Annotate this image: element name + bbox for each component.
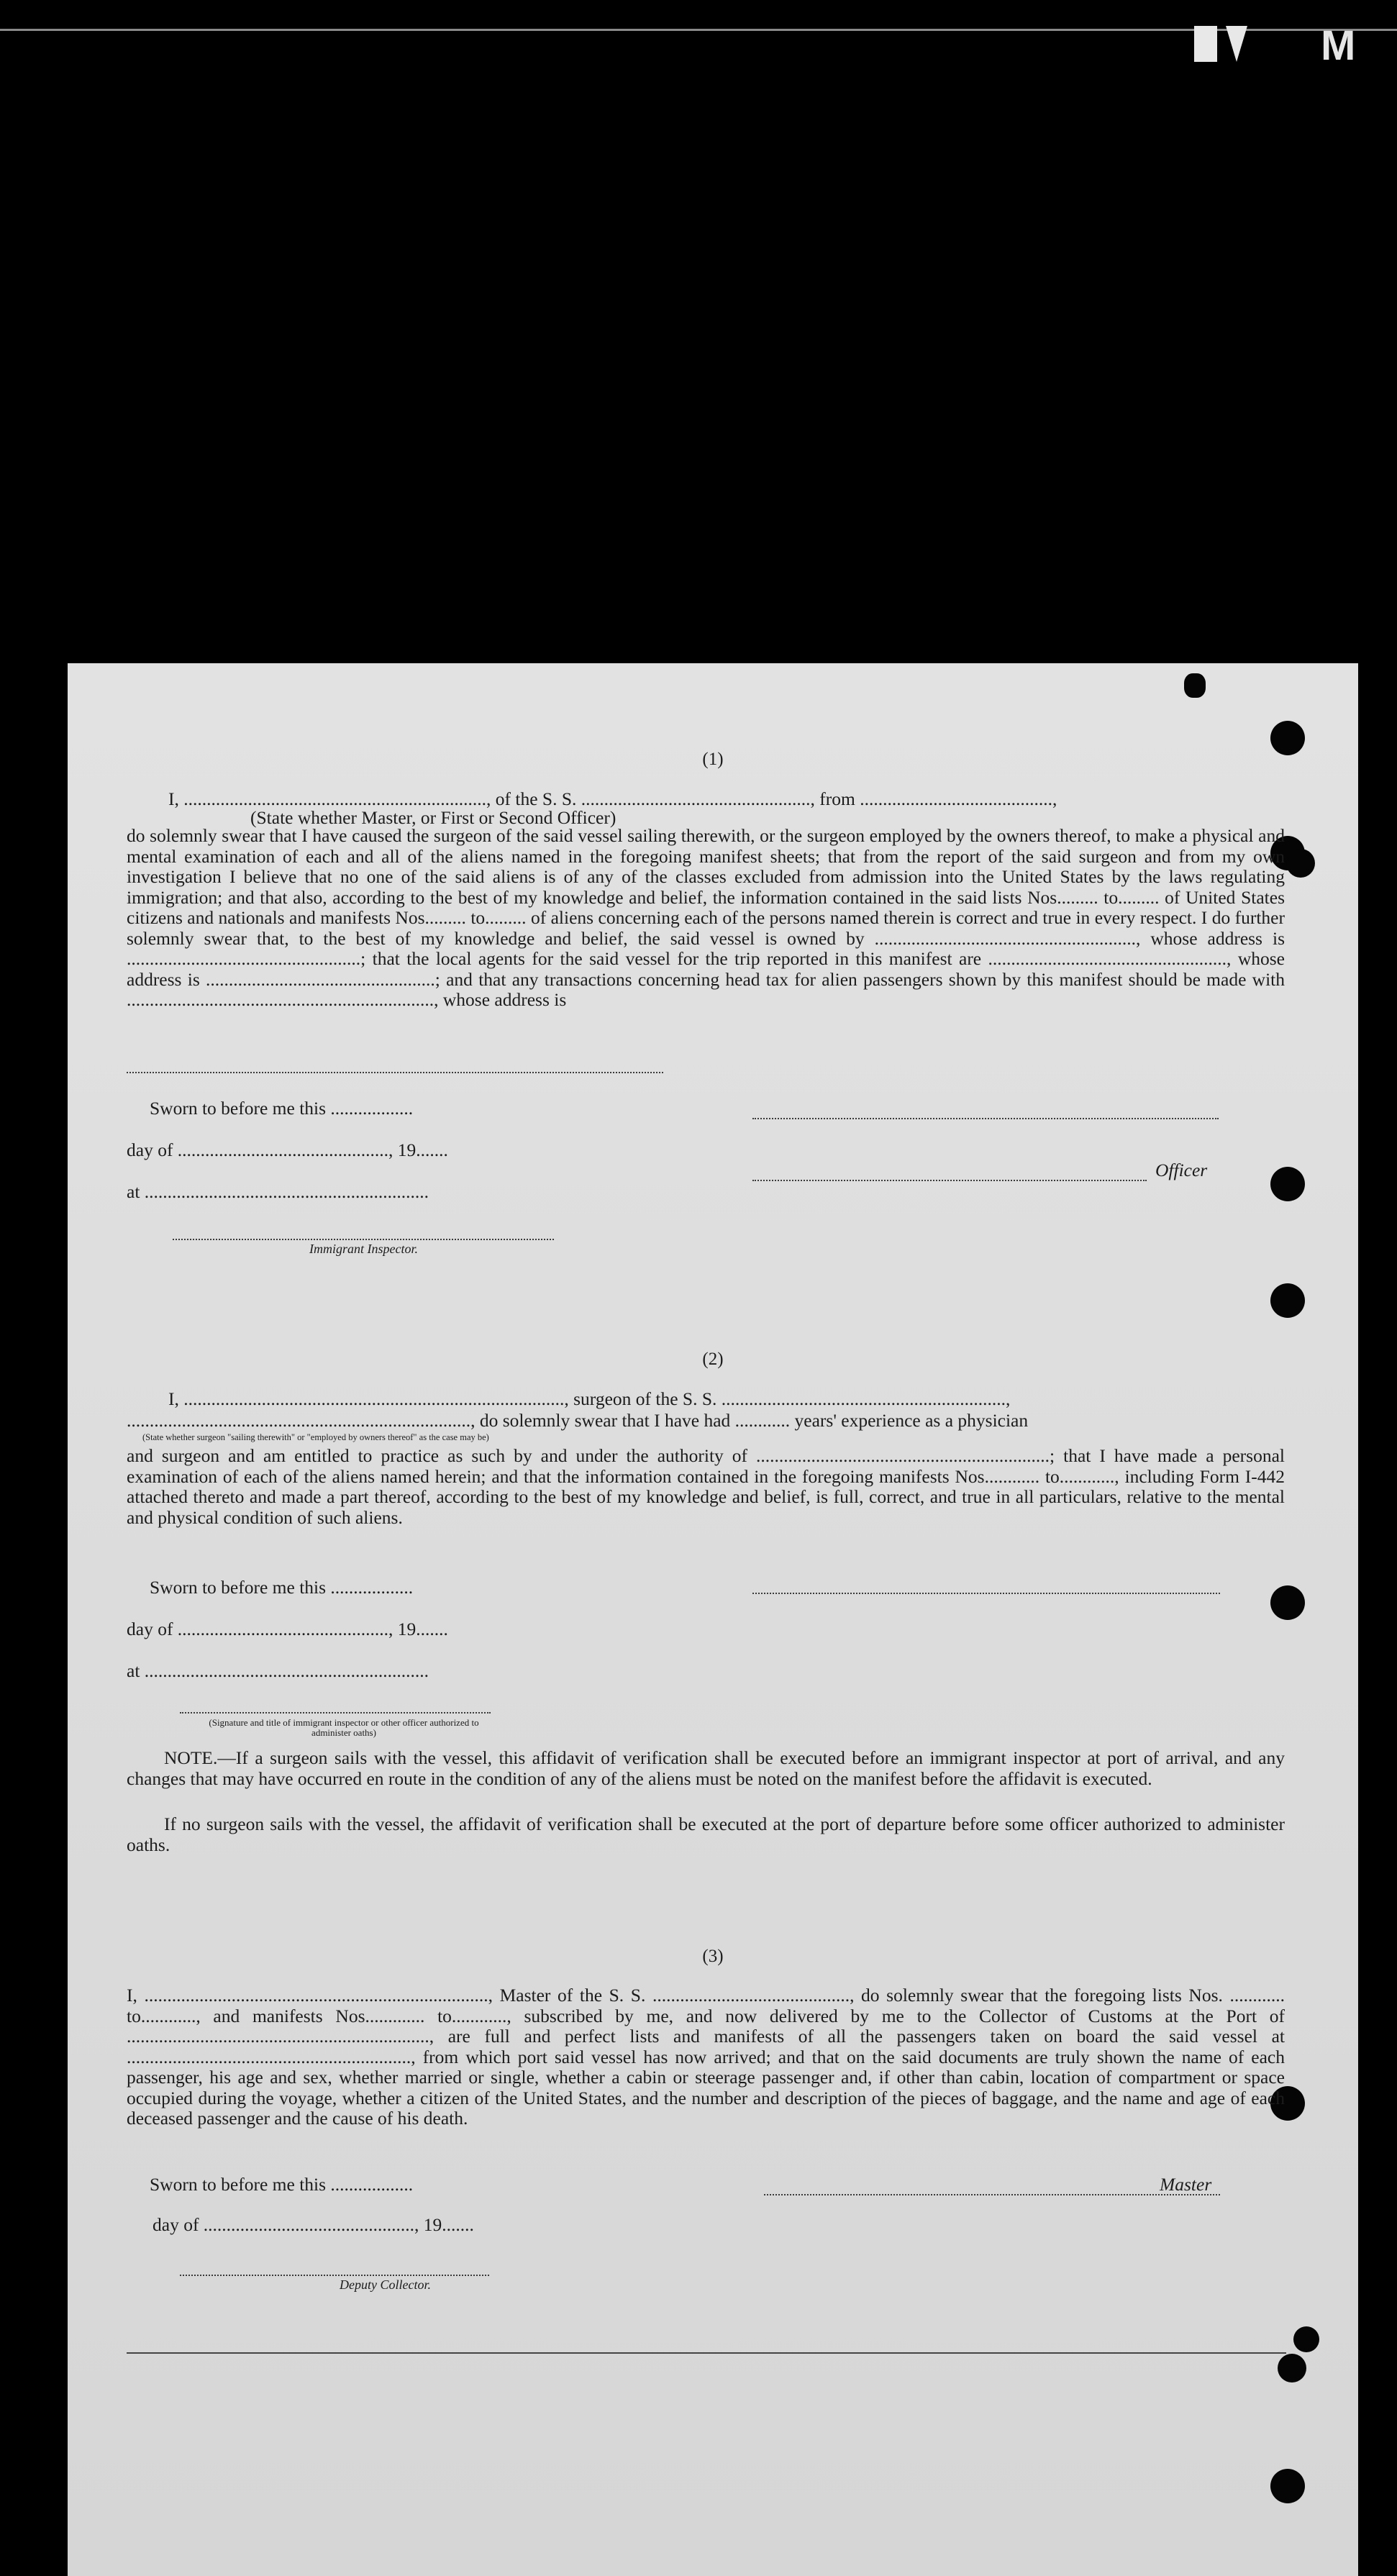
punch-hole [1270,2469,1305,2503]
section-3-sworn: Sworn to before me this .................. [150,2174,414,2195]
corner-mark-letter: M [1319,22,1355,69]
section-2-second-line: ..........................................................................., do solemnly swear that I have had ............ years' experience as a physician [127,1410,1029,1431]
punch-hole [1270,1167,1305,1201]
collector-signature-line [180,2275,489,2276]
section-3-number: (3) [702,1947,724,1966]
manifest-page [68,663,1358,2576]
signature-line [752,1593,1220,1594]
bottom-rule [127,2352,1286,2354]
corner-block-mid [1226,26,1247,62]
inspector-signature-line [180,1712,491,1713]
section-3-oath-text: I, ..........................................................................., Master of the S. S. ..........................................., do solemnly swear that the foregoing lists Nos. ............ to............, and manifests Nos............. to............, subscribed by me, and now delivered by me to the Collector of Customs at the Port of .................................................................., are full and perfect lists and manifests of all the passengers taken on board the said vessel at .............................................................., from which port said vessel has now arrived; and that on the said documents are truly shown the name of each passenger, his age and sex, whether married or single, whether a cabin or steerage passenger and, if other than cabin, location of compartment or space occupied during the voyage, whether a citizen of the United States, and the number and description of the pieces of baggage, and the name and age of each deceased passenger and the cause of his death. [127,1985,1285,2129]
section-1-caption: (State whether Master, or First or Second Officer) [250,807,616,828]
punch-hole [1278,2354,1306,2382]
section-2-number: (2) [702,1350,724,1369]
section-2-signature-caption: (Signature and title of immigrant inspector or other officer authorized to administer oaths) [209,1717,479,1738]
officer-signature-line [752,1180,1147,1181]
section-1-first-line: I, .................................................................., of the S. S. .................................................., from .........................................., [168,788,1057,809]
section-2-oath-text: and surgeon and am entitled to practice as such by and under the authority of ................................................................; that I have made a personal examination of each of the aliens named herein; and that the information contained in the foregoing manifests Nos............ to............, including Form I-442 attached thereto and made a part thereof, according to the best of my knowledge and belief, is full, correct, and true in all particulars, relative to the mental and physical condition of such aliens. [127,1445,1285,1528]
section-2-day: day of .............................................., 19....... [127,1619,448,1639]
master-signature-line [764,2194,1220,2195]
section-3-master-label: Master [1160,2174,1212,2195]
inspector-signature-line [173,1239,554,1240]
section-2-note: NOTE.—If a surgeon sails with the vessel, this affidavit of verification shall be executed before an immigrant inspector at port of arrival, and any changes that may have occurred en route in the condition of any of the aliens must be noted on the manifest before the affidavit is executed. [127,1747,1285,1789]
corner-block-left [1194,26,1217,62]
section-1-at: at .............................................................. [127,1181,429,1202]
section-1-inspector-label: Immigrant Inspector. [309,1242,418,1256]
corner-notch [1184,673,1206,698]
section-1-officer-label: Officer [1155,1160,1208,1180]
section-2-first-line: I, ..................................................................................., surgeon of the S. S. .............................................................., [168,1388,1011,1409]
section-2-caption: (State whether surgeon "sailing therewith" or "employed by owners thereof" as the case may be) [142,1432,489,1442]
section-2-note-continued: If no surgeon sails with the vessel, the affidavit of verification shall be executed at the port of departure before some officer authorized to administer oaths. [127,1813,1285,1855]
signature-line [752,1118,1219,1119]
section-2-at: at .............................................................. [127,1660,429,1681]
punch-hole [1270,1585,1305,1620]
address-line [127,1072,663,1073]
top-edge-line [0,29,1397,31]
section-3-collector-label: Deputy Collector. [340,2277,431,2292]
section-1-number: (1) [702,750,724,769]
section-2-sworn: Sworn to before me this .................. [150,1577,414,1598]
section-1-day: day of .............................................., 19....... [127,1139,448,1160]
section-1-sworn: Sworn to before me this .................. [150,1098,414,1119]
punch-hole [1286,849,1315,878]
section-3-day: day of .............................................., 19....... [153,2214,474,2235]
section-1-oath-text: do solemnly swear that I have caused the surgeon of the said vessel sailing therewith, or the surgeon employed by the owners thereof, to make a physical and mental examination of each and all of the aliens named in the foregoing manifest sheets; that from the report of the said surgeon and from my own investigation I believe that no one of the said aliens is of any of the classes excluded from admission into the United States by the laws regulating immigration; and that also, according to the best of my knowledge and belief, the information contained in the said lists Nos......... to......... of United States citizens and nationals and manifests Nos......... to......... of aliens concerning each of the persons named therein is correct and true in every respect. I do further solemnly swear that, to the best of my knowledge and belief, the said vessel is owned by ........................................................., whose address is ...................................................; that the local agents for the said vessel for the trip reported in this manifest are ...................................................., whose address is ..................................................; and that any transactions concerning head tax for alien passengers shown by this manifest should be made with ..................................................................., whose address is [127,825,1285,1010]
punch-hole [1293,2326,1319,2352]
punch-hole [1270,1283,1305,1318]
